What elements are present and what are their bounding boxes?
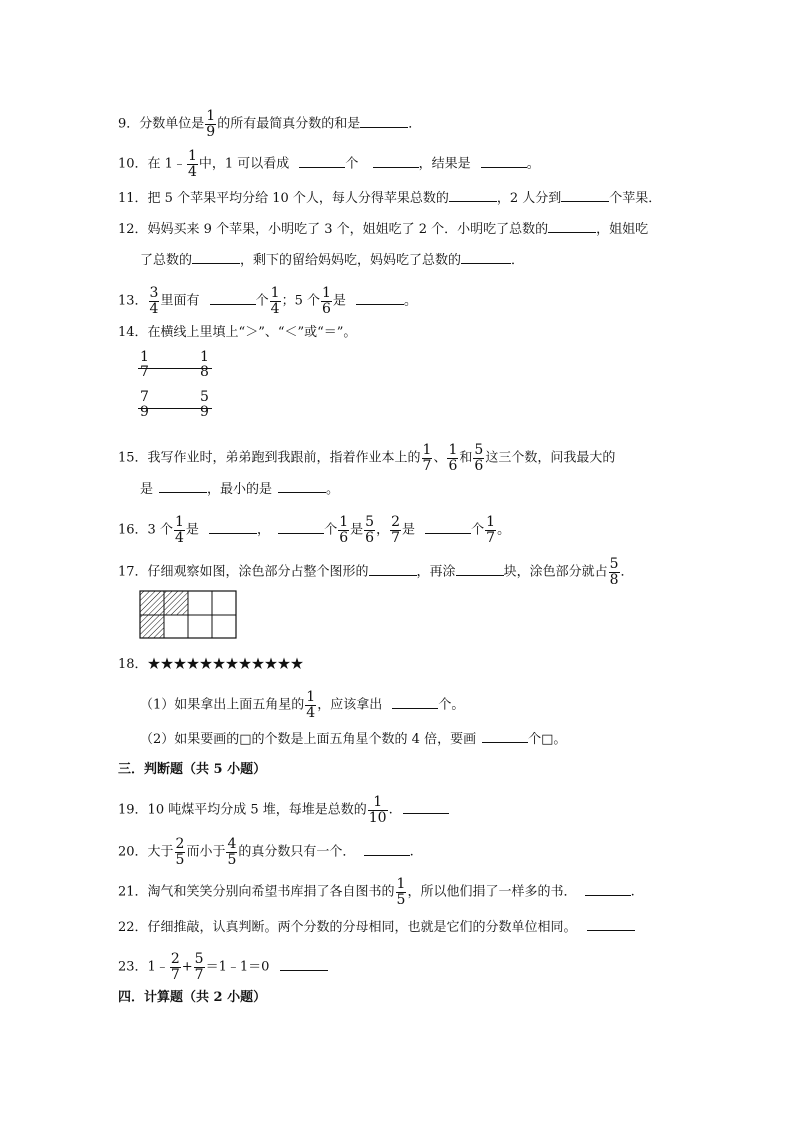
answer-blank[interactable] xyxy=(364,843,410,856)
question-13: 13． $\frac{3}{4}$ 里面有 个 $\frac{1}{4}$ ；5 个 $\frac{1}{6}$ 是 。 xyxy=(118,285,418,317)
answer-blank[interactable] xyxy=(587,918,635,931)
compare-row-1 xyxy=(138,350,218,386)
question-18-part1: （1）如果拿出上面五角星的 $\frac{1}{4}$ ，应该拿出 个。 xyxy=(140,689,465,721)
question-16: 16．3 个 $\frac{1}{4}$ 是 ， 个 $\frac{1}{6}$ 是 $\frac{5}{6}$ ， $\frac{2}{7}$ 是 个 $\frac{1}{7}$ 。 xyxy=(118,514,511,546)
fraction: $\frac{1}{7}$ xyxy=(422,442,432,474)
fraction: $\frac{1}{5}$ xyxy=(396,876,406,908)
answer-blank[interactable] xyxy=(280,958,328,971)
question-10: 10．在 1﹣ $\frac{1}{4}$ 中，1 可以看成 个 ，结果是 。 xyxy=(118,148,540,180)
fraction: $\frac{1}{10}$ xyxy=(368,794,387,826)
fraction: $\frac{3}{4}$ xyxy=(149,285,159,317)
answer-blank[interactable] xyxy=(461,251,511,264)
answer-blank[interactable] xyxy=(403,801,449,814)
answer-blank[interactable] xyxy=(278,480,326,493)
answer-blank[interactable] xyxy=(360,115,408,128)
answer-blank[interactable] xyxy=(425,521,471,534)
answer-blank[interactable] xyxy=(356,292,404,305)
question-17: 17．仔细观察如图，涂色部分占整个图形的 ，再涂 块，涂色部分就占 $\frac{5}{8}$ ． xyxy=(118,556,634,588)
answer-blank[interactable] xyxy=(548,220,596,233)
compare-row-2 xyxy=(138,390,218,426)
question-15-line1: 15．我写作业时，弟弟跑到我跟前，指着作业本上的 $\frac{1}{7}$ 、 $\frac{1}{6}$ 和 $\frac{5}{6}$ 这三个数，问我最大的 xyxy=(118,442,616,474)
fraction: $\frac{5}{6}$ xyxy=(365,514,375,546)
answer-blank[interactable] xyxy=(299,155,345,168)
fraction: $\frac{1}{6}$ xyxy=(448,442,458,474)
answer-blank[interactable] xyxy=(392,696,438,709)
answer-blank[interactable] xyxy=(369,563,417,576)
fraction: $\frac{1}{7}$ xyxy=(486,514,496,546)
question-12-line2: 了总数的 ，剩下的留给妈妈吃，妈妈吃了总数的 ． xyxy=(140,253,525,268)
fraction-left: 7 9 xyxy=(140,389,149,420)
compare-line[interactable] xyxy=(138,368,212,369)
answer-blank[interactable] xyxy=(278,521,324,534)
question-11: 11．把 5 个苹果平均分给 10 个人，每人分得苹果总数的 ，2 人分到 个苹果． xyxy=(118,191,662,206)
fraction: $\frac{5}{8}$ xyxy=(609,556,619,588)
answer-blank[interactable] xyxy=(482,730,528,743)
answer-blank[interactable] xyxy=(159,480,207,493)
fraction: $\frac{5}{7}$ xyxy=(194,951,204,983)
question-18-part2: （2）如果要画的□的个数是上面五角星个数的 4 倍，要画 个□。 xyxy=(140,732,567,747)
question-19: 19．10 吨煤平均分成 5 堆，每堆是总数的 $\frac{1}{10}$ . xyxy=(118,795,449,825)
shaded-cell xyxy=(164,591,188,615)
fraction-left: 1 7 xyxy=(140,349,149,380)
question-22: 22．仔细推敲，认真判断。两个分数的分母相同，也就是它们的分数单位相同。 xyxy=(118,918,635,936)
fraction: $\frac{1}{4}$ xyxy=(174,514,184,546)
fraction: $\frac{2}{7}$ xyxy=(170,951,180,983)
answer-blank[interactable] xyxy=(192,251,240,264)
fraction: $\frac{2}{7}$ xyxy=(391,514,400,546)
answer-blank[interactable] xyxy=(585,883,631,896)
fraction: $\frac{1}{4}$ xyxy=(306,689,316,721)
question-14: 14．在横线上里填上“＞”、“＜”或“＝”。 xyxy=(118,325,357,340)
fraction: $\frac{1}{4}$ xyxy=(187,148,197,180)
question-21: 21．淘气和笑笑分别向希望书库捐了各自图书的 $\frac{1}{5}$ ，所以他们捐了一样多的书． . xyxy=(118,876,635,908)
fraction: $\frac{4}{5}$ xyxy=(227,836,237,868)
fraction: $\frac{1}{4}$ xyxy=(270,285,280,317)
compare-line[interactable] xyxy=(138,408,212,409)
fraction-right: 1 8 xyxy=(200,349,209,380)
shaded-cell xyxy=(140,615,164,638)
fraction-right: 5 9 xyxy=(200,389,209,420)
answer-blank[interactable] xyxy=(373,155,419,168)
shaded-cell xyxy=(140,591,164,615)
fraction: $\frac{1}{6}$ xyxy=(321,285,331,317)
answer-blank[interactable] xyxy=(210,292,256,305)
question-9: 9．分数单位是 $\frac{1}{9}$ 的所有最简真分数的和是 ． xyxy=(118,108,422,140)
question-20: 20．大于 $\frac{2}{5}$ 而小于 $\frac{4}{5}$ 的真分数只有一个． . xyxy=(118,836,414,868)
fraction: $\frac{1}{6}$ xyxy=(339,514,349,546)
section-4-heading: 四．计算题（共 2 小题） xyxy=(118,990,267,1005)
shaded-grid-figure xyxy=(139,590,239,640)
question-18-title: 18．★★★★★★★★★★★★ xyxy=(118,657,304,672)
answer-blank[interactable] xyxy=(209,521,257,534)
fraction: $\frac{2}{5}$ xyxy=(175,836,185,868)
answer-blank[interactable] xyxy=(481,155,527,168)
question-12-line1: 12．妈妈买来 9 个苹果，小明吃了 3 个，姐姐吃了 2 个．小明吃了总数的 ，姐姐吃 xyxy=(118,222,649,237)
section-3-heading: 三．判断题（共 5 小题） xyxy=(118,762,267,777)
fraction: $\frac{5}{6}$ xyxy=(474,442,484,474)
answer-blank[interactable] xyxy=(561,189,609,202)
question-23: 23．1﹣ $\frac{2}{7}$ + $\frac{5}{7}$ ＝1﹣1＝0 xyxy=(118,952,328,982)
fraction: $\frac{1}{9}$ xyxy=(206,108,216,140)
question-15-line2: 是 ，最小的是 。 xyxy=(140,482,340,497)
answer-blank[interactable] xyxy=(449,189,497,202)
answer-blank[interactable] xyxy=(456,563,504,576)
